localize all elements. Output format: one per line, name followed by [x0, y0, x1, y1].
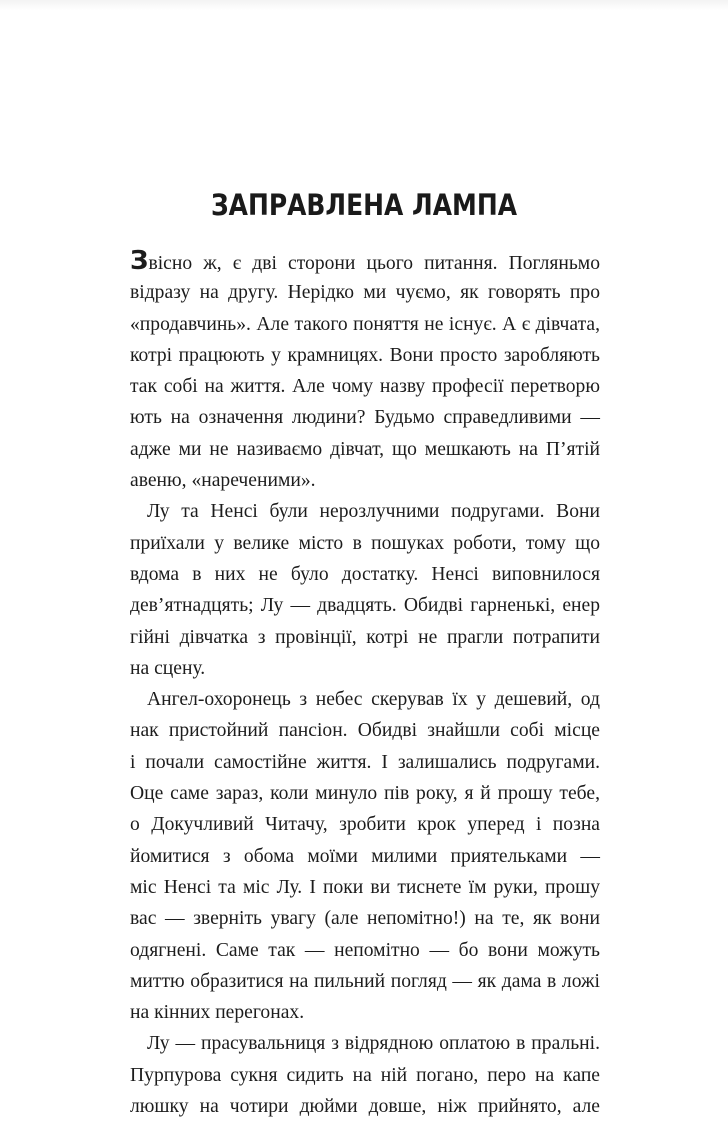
text-line: [130, 1028, 600, 1059]
text-line: [130, 935, 600, 966]
text-line: [130, 684, 600, 715]
text-line: [130, 496, 600, 527]
text-line: [130, 997, 600, 1028]
text-line-content: Лу — прасувальниця з відрядною оплатою в пральні.: [147, 1033, 600, 1055]
drop-cap-letter: З: [130, 246, 149, 276]
text-line: [130, 841, 600, 872]
text-line: [130, 340, 600, 371]
text-line: [130, 402, 600, 433]
text-line: [130, 246, 600, 277]
text-line-content: Ангел-охоронець з небес скерував їх у дешевий, од: [147, 689, 600, 711]
text-line-content: котрі працюють у крамницях. Вони просто заробляють: [130, 344, 600, 366]
text-line-content: гійні дівчатка з провінції, котрі не прагли потрапити: [130, 626, 600, 648]
text-line: [130, 590, 600, 621]
text-line-content: на сцену.: [130, 657, 206, 679]
text-line: [130, 371, 600, 402]
text-line-content: відразу на другу. Нерідко ми чуємо, як говорять про: [130, 282, 600, 304]
text-line-content: так собі на життя. Але чому назву професії перетворю: [130, 376, 600, 398]
text-line-content: Пурпурова сукня сидить на ній погано, перо на капе: [130, 1064, 600, 1086]
text-line-content: «продавчинь». Але такого поняття не існує. А є дівчата,: [130, 313, 600, 335]
text-line-content: ють на означення людини? Будьмо справедливими —: [130, 407, 600, 429]
text-line: [130, 528, 600, 559]
text-line-content: авеню, «нареченими».: [130, 470, 316, 492]
text-line: [130, 809, 600, 840]
text-line-content: миттю образитися на пильний погляд — як дама в ложі: [130, 970, 600, 992]
text-line-content: Оце саме зараз, коли минуло пів року, я й прошу тебе,: [130, 783, 600, 805]
text-line-content: приїхали у велике місто в пошуках роботи, тому що: [130, 532, 600, 554]
text-line-content: вас — зверніть увагу (але непомітно!) на те, як вони: [130, 908, 600, 930]
page-top-edge: [0, 0, 728, 10]
text-line-content: вісно ж, є дві сторони цього питання. Погляньмо: [148, 253, 600, 274]
body-text: [130, 246, 600, 1122]
text-line: [130, 559, 600, 590]
text-line: [130, 622, 600, 653]
text-line: [130, 465, 600, 496]
text-line: [130, 1091, 600, 1122]
text-line: [130, 1060, 600, 1091]
text-line: [130, 747, 600, 778]
text-line-content: люшку на чотири дюйми довше, ніж прийнято, але: [130, 1096, 600, 1118]
text-line-content: адже ми не називаємо дівчат, що мешкають на П’ятій: [130, 438, 600, 460]
text-line-content: о Докучливий Читачу, зробити крок уперед і позна: [130, 814, 600, 836]
text-line-content: дев’ятнадцять; Лу — двадцять. Обидві гарненькі, енер: [130, 595, 600, 617]
text-line: [130, 309, 600, 340]
text-line: [130, 778, 600, 809]
text-line-content: нак пристойний пансіон. Обидві знайшли собі місце: [130, 720, 600, 742]
text-line: [130, 653, 600, 684]
text-line: [130, 903, 600, 934]
text-line-content: йомитися з обома моїми милими приятельками —: [130, 845, 600, 867]
text-line-content: міс Ненсі та міс Лу. І поки ви тиснете їм руки, прошу: [130, 876, 600, 898]
text-line-content: і почали самостійне життя. І залишались подругами.: [130, 751, 600, 773]
text-line: [130, 715, 600, 746]
text-line: [130, 434, 600, 465]
text-line: [130, 277, 600, 308]
text-line-content: вдома в них не було достатку. Ненсі виповнилося: [130, 563, 600, 585]
chapter-title: ЗАПРАВЛЕНА ЛАМПА: [210, 188, 518, 222]
text-line-content: Лу та Ненсі були нерозлучними подругами. Вони: [147, 501, 600, 523]
text-line: [130, 872, 600, 903]
text-line-content: на кінних перегонах.: [130, 1002, 305, 1024]
text-line-content: одягнені. Саме так — непомітно — бо вони можуть: [130, 939, 600, 961]
text-line: [130, 966, 600, 997]
